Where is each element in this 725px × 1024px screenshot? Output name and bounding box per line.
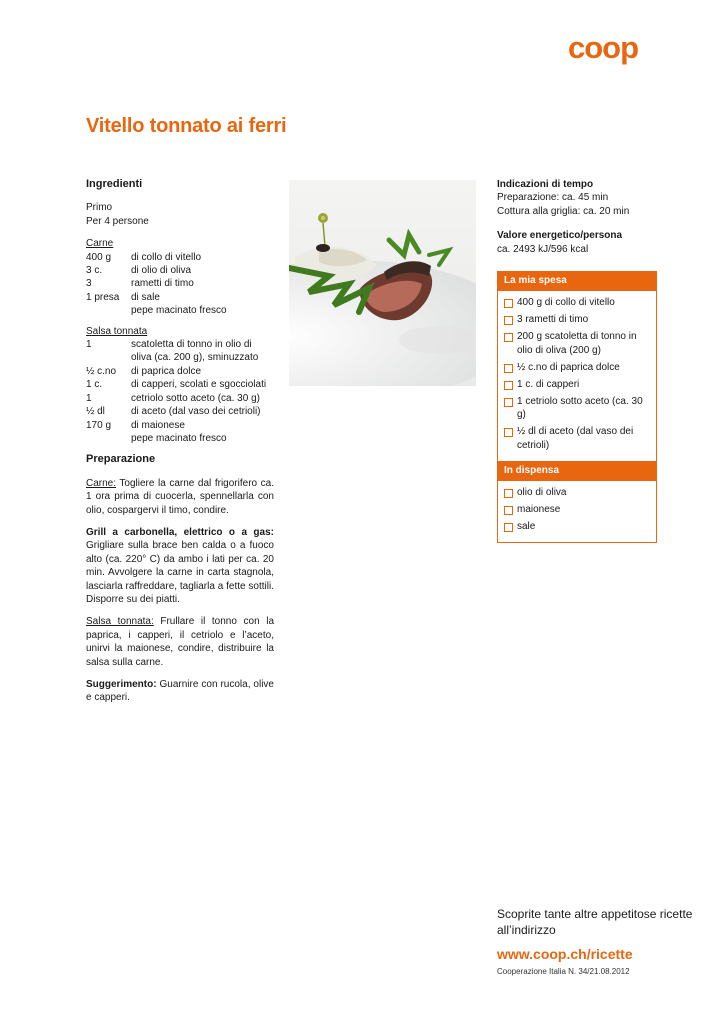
ingredient-group-name: Carne <box>86 238 114 250</box>
ingredients-heading: Ingredienti <box>86 178 143 190</box>
pantry-item <box>504 503 652 516</box>
shopping-item <box>504 330 652 357</box>
footer-url[interactable]: www.coop.ch/ricette <box>497 946 633 962</box>
preparation-step <box>86 477 274 517</box>
step-label: Suggerimento: <box>86 679 157 690</box>
checkbox-icon[interactable] <box>504 313 517 326</box>
shopping-heading: La mia spesa <box>498 271 656 291</box>
preparation-step <box>86 615 274 669</box>
footer-note: Cooperazione Italia N. 34/21.08.2012 <box>497 967 630 977</box>
ingredient-item: pepe macinato fresco <box>131 432 227 444</box>
ingredient-item: di capperi, scolati e sgocciolati <box>131 379 267 391</box>
ingredient-table <box>86 251 274 318</box>
pantry-item-label: olio di oliva <box>517 487 567 499</box>
pantry-item-label: maionese <box>517 504 561 516</box>
prep-time: Preparazione: ca. 45 min <box>497 192 609 204</box>
ingredient-qty <box>86 432 131 445</box>
course-label: Primo <box>86 202 113 214</box>
step-text: Guarnire con rucola, olive e capperi. <box>86 679 274 704</box>
ingredient-item: rametti di timo <box>131 278 194 290</box>
times-heading: Indicazioni di tempo <box>497 179 594 190</box>
ingredient-groups <box>86 237 274 445</box>
servings-label: Per 4 persone <box>86 215 149 227</box>
ingredient-item: di aceto (dal vaso dei cetrioli) <box>131 406 261 418</box>
ingredient-qty: 170 g <box>86 419 112 431</box>
pantry-item-label: sale <box>517 521 536 533</box>
shopping-box <box>497 271 657 543</box>
shopping-item <box>504 313 652 326</box>
checkbox-icon[interactable] <box>504 330 517 357</box>
shopping-item-label: 1 c. di capperi <box>517 378 580 390</box>
logo-text: coop <box>568 30 639 65</box>
ingredient-item: di paprica dolce <box>131 365 202 377</box>
checkbox-icon[interactable] <box>504 425 517 452</box>
shopping-item-label: 3 rametti di timo <box>517 314 589 326</box>
step-text: Grigliare sulla brace ben calda o a fuoco alto (ca. 220° C) da ambo i lati per ca. 20 min. Avvolgere la carne in carta stagnola, lasciarla raffreddare, tagliarla a fette sottili. Disporre su dei piatti. <box>86 540 274 605</box>
ingredient-row <box>86 405 274 418</box>
step-label: Grill a carbonella, elettrico o a gas: <box>86 526 274 538</box>
ingredient-row <box>86 338 274 365</box>
footer-cta: Scoprite tante altre appetitose ricette all’indirizzo <box>497 907 693 937</box>
ingredient-row <box>86 251 274 264</box>
checkbox-icon[interactable] <box>504 296 517 309</box>
ingredient-row <box>86 432 274 445</box>
pantry-item <box>504 520 652 533</box>
ingredient-item: pepe macinato fresco <box>131 305 227 317</box>
checkbox-icon[interactable] <box>504 503 517 516</box>
coop-logo <box>568 30 658 70</box>
checkbox-icon[interactable] <box>504 378 517 391</box>
ingredient-item: di olio di oliva <box>131 265 192 277</box>
dish-photo <box>289 180 476 386</box>
ingredient-qty: ½ dl <box>86 406 105 418</box>
pantry-item <box>504 486 652 499</box>
ingredient-qty: 1 c. <box>86 379 103 391</box>
ingredient-row <box>86 277 274 290</box>
checkbox-icon[interactable] <box>504 395 517 422</box>
ingredient-qty: 1 presa <box>86 291 120 303</box>
ingredient-qty: 1 <box>86 339 92 351</box>
shopping-item <box>504 361 652 374</box>
step-text: Togliere la carne dal frigorifero ca. 1 ora prima di cuocerla, spennellarla con olio, cospargervi il timo, condire. <box>86 477 274 516</box>
checkbox-icon[interactable] <box>504 486 517 499</box>
preparation-heading: Preparazione <box>86 453 156 466</box>
info-column <box>497 178 655 256</box>
shopping-item-label: 1 cetriolo sotto aceto (ca. 30 g) <box>517 395 643 421</box>
shopping-item-label: 400 g di collo di vitello <box>517 297 615 309</box>
pantry-heading: In dispensa <box>498 461 656 481</box>
ingredient-group-name: Salsa tonnata <box>86 325 148 337</box>
shopping-item <box>504 395 652 422</box>
ingredient-qty: 3 <box>86 278 92 290</box>
preparation-step <box>86 678 274 705</box>
step-label: Salsa tonnata: <box>86 616 154 628</box>
footer <box>497 906 697 979</box>
ingredient-table <box>86 338 274 445</box>
ingredient-row <box>86 419 274 432</box>
energy-heading: Valore energetico/persona <box>497 230 623 242</box>
recipe-title: Vitello tonnato ai ferri <box>86 115 287 137</box>
ingredient-item: scatoletta di tonno in olio di oliva (ca. 200 g), sminuzzato <box>131 339 259 364</box>
ingredient-item: cetriolo sotto aceto (ca. 30 g) <box>131 392 260 404</box>
shopping-item-label: ½ c.no di paprica dolce <box>517 361 620 373</box>
ingredient-qty: 400 g <box>86 251 112 263</box>
shopping-item-label: ½ dl di aceto (dal vaso dei cetrioli) <box>517 426 634 451</box>
ingredient-item: di sale <box>131 291 160 303</box>
ingredient-row <box>86 291 274 304</box>
checkbox-icon[interactable] <box>504 361 517 374</box>
shopping-item <box>504 378 652 391</box>
energy-value: ca. 2493 kJ/596 kcal <box>497 243 589 255</box>
ingredient-qty: 1 <box>86 392 92 404</box>
preparation-steps <box>86 477 274 705</box>
step-label: Carne: <box>86 477 117 489</box>
ingredients-column <box>86 178 274 714</box>
ingredient-qty: 3 c. <box>86 265 103 277</box>
ingredient-row <box>86 365 274 378</box>
grill-time: Cottura alla griglia: ca. 20 min <box>497 205 630 217</box>
ingredient-qty <box>86 304 131 317</box>
ingredient-item: di collo di vitello <box>131 251 202 263</box>
shopping-item-label: 200 g scatoletta di tonno in olio di oliva (200 g) <box>517 331 637 356</box>
ingredient-row <box>86 392 274 405</box>
checkbox-icon[interactable] <box>504 520 517 533</box>
preparation-step <box>86 526 274 606</box>
shopping-item <box>504 296 652 309</box>
ingredient-item: di maionese <box>131 419 185 431</box>
ingredient-row <box>86 264 274 277</box>
step-text: Frullare il tonno con la paprica, i capperi, il cetriolo e l’aceto, unirvi la maionese, condire, distribuire la salsa sulla carne. <box>86 616 275 668</box>
ingredient-qty: ½ c.no <box>86 365 117 377</box>
shopping-item <box>504 425 652 452</box>
ingredient-row <box>86 304 274 317</box>
shopping-list <box>498 291 656 460</box>
ingredient-row <box>86 378 274 391</box>
pantry-list <box>498 481 656 542</box>
